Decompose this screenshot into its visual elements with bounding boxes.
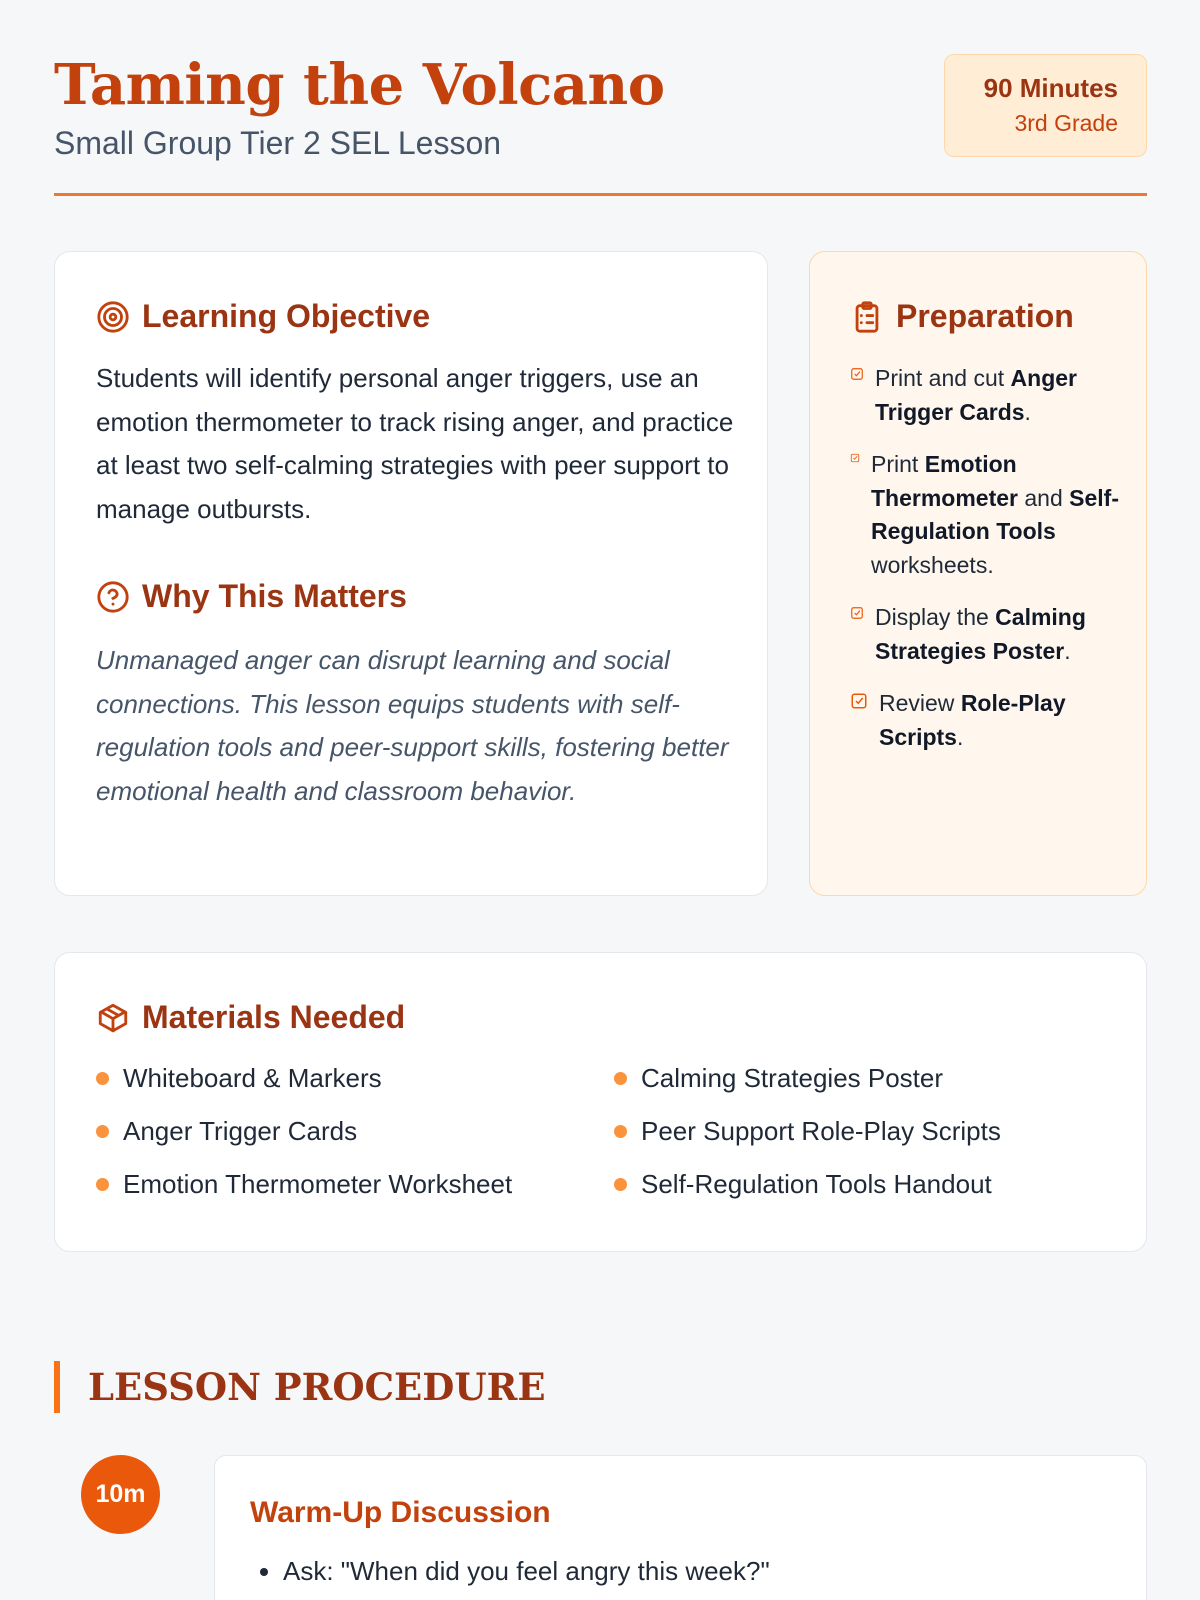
preparation-card (809, 251, 1147, 896)
page-subtitle: Small Group Tier 2 SEL Lesson (54, 125, 502, 161)
materials-list (96, 1061, 1106, 1201)
preparation-title: Preparation (896, 298, 1074, 334)
target-icon (96, 300, 130, 334)
objective-card (54, 251, 768, 896)
bullet-dot-icon (614, 1178, 627, 1191)
preparation-item (850, 687, 1125, 754)
preparation-item-emphasis: Self-Regulation Tools (871, 484, 1119, 544)
step-bullet-list (283, 1551, 770, 1591)
preparation-item-segment: Print and cut (875, 365, 1011, 391)
preparation-item-text (875, 601, 1125, 668)
bullet-dot-icon (614, 1072, 627, 1085)
material-item-label: Calming Strategies Poster (641, 1063, 944, 1093)
material-item (96, 1061, 614, 1095)
material-item-label: Anger Trigger Cards (123, 1116, 358, 1146)
preparation-header (850, 298, 1074, 335)
bullet-dot-icon (614, 1125, 627, 1138)
bullet-dot-icon (96, 1072, 109, 1085)
bullet-dot-icon (96, 1125, 109, 1138)
materials-title: Materials Needed (142, 999, 406, 1035)
preparation-item (850, 448, 1125, 582)
preparation-item-emphasis: Calming Strategies Poster (875, 604, 1086, 664)
material-item (614, 1061, 1106, 1095)
preparation-item-text (875, 362, 1125, 429)
preparation-item-text (879, 687, 1125, 754)
step-time-badge: 10m (81, 1455, 160, 1534)
preparation-item-segment: Display the (875, 604, 996, 630)
preparation-item-text (871, 448, 1125, 582)
preparation-item-segment: and (1017, 484, 1070, 511)
procedure-step-card (214, 1455, 1147, 1600)
page-title: Taming the Volcano (54, 52, 665, 118)
preparation-item-emphasis: Role-Play Scripts (879, 690, 1066, 750)
preparation-item (850, 362, 1125, 429)
lesson-header (54, 0, 1147, 196)
preparation-item-segment: Print (871, 451, 925, 477)
checkbox-icon (850, 367, 864, 381)
objective-title: Learning Objective (142, 298, 431, 334)
preparation-item (850, 601, 1125, 668)
why-text: Unmanaged anger can disrupt learning and social connections. This lesson equips students with self-regulation tools and peer-support skills, fostering better emotional health and classroom behavior. (96, 645, 729, 806)
checkbox-icon (850, 692, 868, 710)
material-item-label: Whiteboard & Markers (123, 1063, 382, 1093)
material-item (96, 1167, 614, 1201)
material-item-label: Peer Support Role-Play Scripts (641, 1116, 1001, 1146)
materials-card (54, 952, 1147, 1252)
preparation-item-segment: Review (879, 690, 961, 716)
box-icon (96, 1001, 130, 1035)
lesson-meta-badge (944, 54, 1147, 157)
checkbox-icon (850, 606, 864, 620)
why-title: Why This Matters (142, 578, 407, 614)
procedure-heading: LESSON PROCEDURE (54, 1361, 546, 1413)
objective-text: Students will identify personal anger triggers, use an emotion thermometer to track rising anger, and practice at least two self-calming strategies with peer support to manage outbursts. (96, 363, 734, 524)
bullet-dot-icon (96, 1178, 109, 1191)
step-bullet: • Ask: "When did you feel angry this week?" (283, 1551, 770, 1591)
preparation-item-segment: . (1024, 398, 1031, 425)
material-item-label: Self-Regulation Tools Handout (641, 1169, 992, 1199)
preparation-item-emphasis: Anger Trigger Cards (875, 365, 1077, 425)
grade-label: 3rd Grade (1014, 110, 1118, 136)
material-item (614, 1114, 1106, 1148)
step-title: Warm-Up Discussion (250, 1496, 551, 1529)
materials-header (96, 999, 405, 1036)
preparation-list (850, 362, 1125, 773)
preparation-item-emphasis: Emotion Thermometer (871, 451, 1018, 511)
material-item-label: Emotion Thermometer Worksheet (123, 1169, 513, 1199)
why-header (96, 578, 407, 615)
clipboard-icon (850, 300, 884, 334)
objective-header (96, 298, 430, 335)
material-item (614, 1167, 1106, 1201)
preparation-item-segment: . (956, 723, 964, 750)
material-item (96, 1114, 614, 1148)
checkbox-icon (850, 453, 860, 463)
preparation-item-segment: worksheets. (871, 551, 994, 578)
lesson-page (54, 0, 1147, 1586)
duration-label: 90 Minutes (983, 73, 1118, 103)
preparation-item-segment: . (1064, 637, 1071, 664)
question-circle-icon (96, 580, 130, 614)
